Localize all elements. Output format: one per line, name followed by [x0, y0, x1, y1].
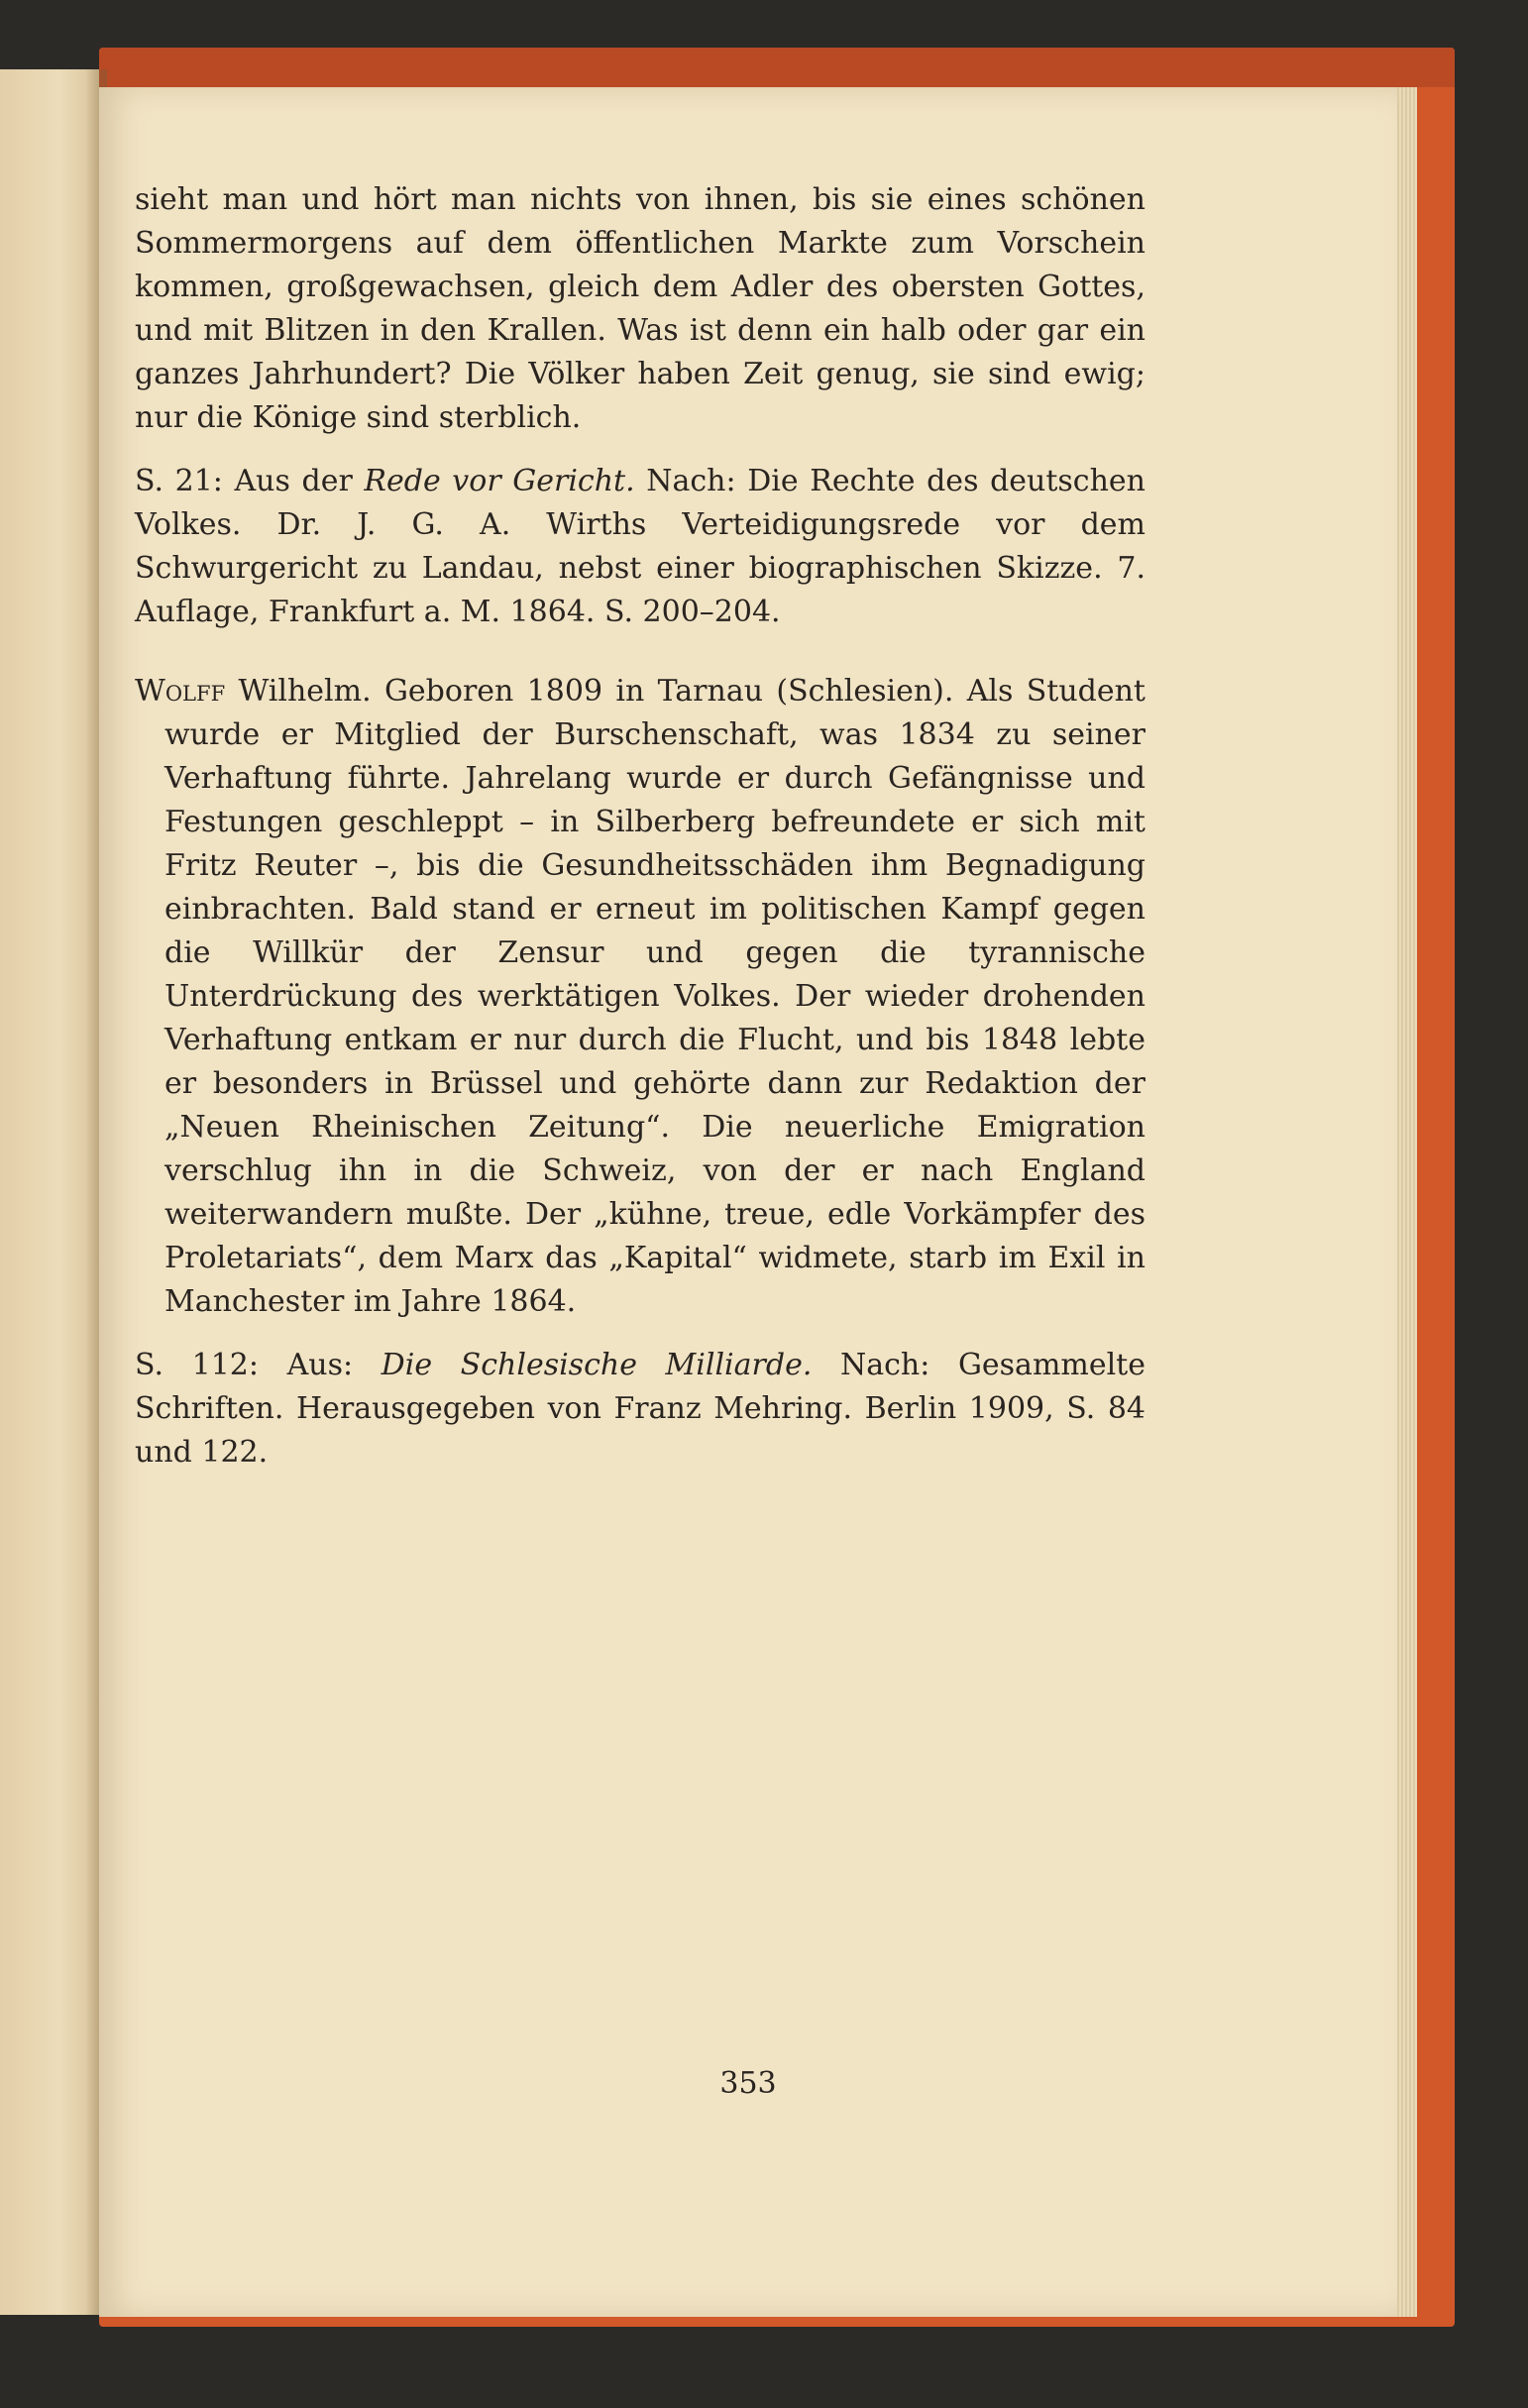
source-note-2-rest: Nach: Gesammelte Schriften. Herausgegeben von Franz Mehring. Berlin 1909, S. 84 und 122.	[135, 1348, 1146, 1470]
source-note-2-prefix: S. 112: Aus:	[135, 1348, 382, 1382]
entry-name: Wolff	[135, 674, 226, 709]
book-cover-top-edge	[99, 48, 1455, 87]
source-note-1-title: Rede vor Gericht.	[364, 464, 635, 498]
entry-text: Wilhelm. Geboren 1809 in Tarnau (Schlesien). Als Student wurde er Mitglied der Burschenschaft, was 1834 zu seiner Verhaftung führte. Jahrelang wurde er durch Gefängnisse und Festungen geschleppt – in Silberberg befreundete er sich mit Fritz Reuter –, bis die Gesundheitsschäden ihm Begnadigung einbrachten. Bald stand er erneut im politischen Kampf gegen die Willkür der Zensur und gegen die tyrannische Unterdrückung des werktätigen Volkes. Der wieder drohenden Verhaftung entkam er nur durch die Flucht, und bis 1848 lebte er besonders in Brüssel und gehörte dann zur Redaktion der „Neuen Rheinischen Zeitung“. Die neuerliche Emigration verschlug ihn in die Schweiz, von der er nach England weiterwandern mußte. Der „kühne, treue, edle Vorkämpfer des Proletariats“, dem Marx das „Kapital“ widmete, starb im Exil in Manchester im Jahre 1864.	[164, 674, 1146, 1319]
page-number: 353	[719, 2066, 777, 2101]
source-note-1	[135, 460, 1146, 634]
source-note-2-title: Die Schlesische Milliarde.	[381, 1348, 813, 1382]
page-text-block	[135, 178, 1146, 1494]
continuation-paragraph: sieht man und hört man nichts von ihnen, bis sie eines schönen Sommermorgens auf dem öffentlichen Markte zum Vorschein kommen, großgewachsen, gleich dem Adler des obersten Gottes, und mit Blitzen in den Krallen. Was ist denn ein halb oder gar ein ganzes Jahrhundert? Die Völker haben Zeit genug, sie sind ewig; nur die Könige sind sterblich.	[135, 182, 1146, 435]
source-note-1-rest: Nach: Die Rechte des deutschen Volkes. Dr. J. G. A. Wirths Verteidigungsrede vor dem Schwurgericht zu Landau, nebst einer biographischen Skizze. 7. Auflage, Frankfurt a. M. 1864. S. 200–204.	[135, 464, 1146, 629]
left-page-edge	[0, 69, 99, 2315]
source-note-1-prefix: S. 21: Aus der	[135, 464, 365, 498]
biography-entry	[135, 670, 1146, 1324]
source-note-2	[135, 1344, 1146, 1475]
